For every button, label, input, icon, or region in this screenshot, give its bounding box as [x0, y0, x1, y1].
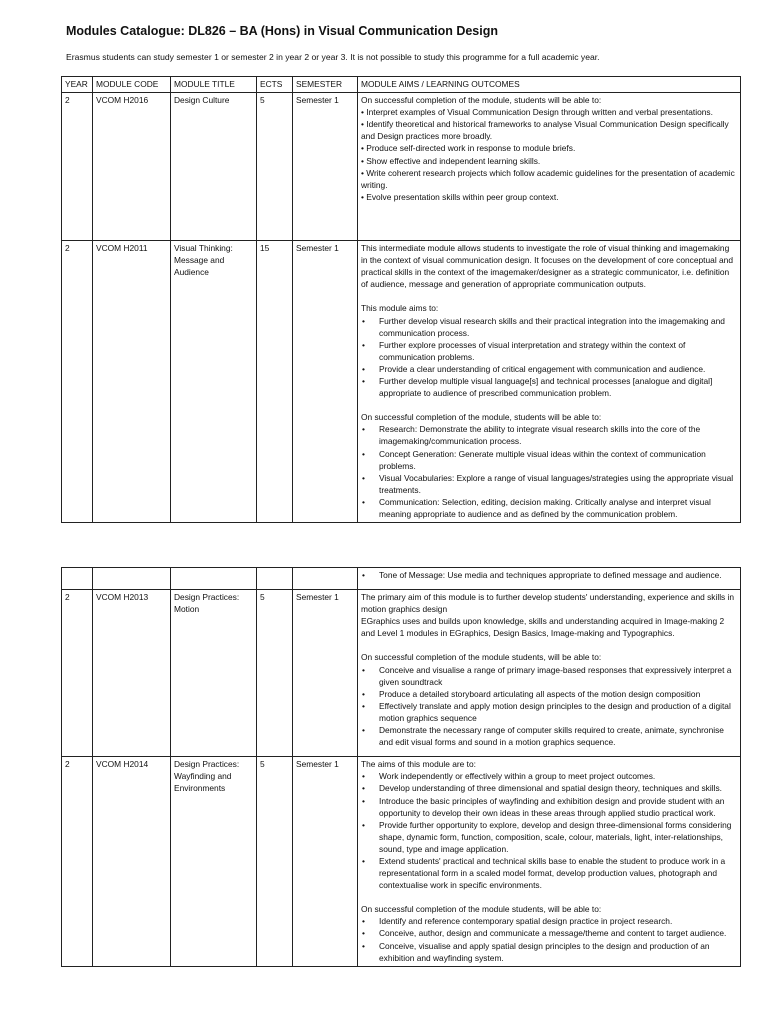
list-item: • Develop understanding of three dimensional and spatial design theory, techniques and skills.	[361, 782, 737, 794]
cell-year: 2	[62, 757, 93, 967]
cell-semester: Semester 1	[293, 590, 358, 757]
list-item: • Research: Demonstrate the ability to integrate visual research skills into the core of the imagemaking/communication process.	[361, 423, 737, 447]
outcome-line: • Produce self-directed work in response to module briefs.	[361, 143, 576, 154]
list-item: • Provide further opportunity to explore, develop and design three-dimensional forms considering shape, dynamic form, function, composition, scale, colour, materials, light, inter-relationships, sound, type and image application.	[361, 819, 737, 855]
cell-year: 2	[62, 241, 93, 523]
cell-ects: 5	[257, 757, 293, 967]
outcomes-intro: On successful completion of the module students, will be able to:	[361, 652, 602, 663]
module-description: This intermediate module allows students to investigate the role of visual thinking and imagemaking in the context of visual communication design. It focuses on the development of core conceptual and practical skills in the context of the imagemaker/designer as a strategic communicator, i.e. definition of audience, message and generation of appropriate communication outputs.	[361, 243, 733, 290]
list-item: • Work independently or effectively within a group to meet project outcomes.	[361, 770, 737, 782]
cell-year: 2	[62, 590, 93, 757]
cell-module-title: Design Practices: Wayfinding and Environments	[171, 757, 257, 967]
cell-aims-outcomes	[358, 93, 741, 241]
header-module-title: MODULE TITLE	[171, 77, 257, 93]
aims-intro: This module aims to:	[361, 303, 439, 314]
list-item: • Conceive, author, design and communicate a message/theme and content to target audience.	[361, 927, 737, 939]
cell-aims-outcomes	[358, 590, 741, 757]
list-item: • Demonstrate the necessary range of computer skills required to create, animate, synchronise and edit visual forms and sound in a motion graphics sequence.	[361, 724, 737, 748]
cell-module-code: VCOM H2013	[93, 590, 171, 757]
list-item: • Tone of Message: Use media and techniques appropriate to defined message and audience.	[361, 569, 737, 581]
header-aims-outcomes: MODULE AIMS / LEARNING OUTCOMES	[358, 77, 741, 93]
list-item: • Effectively translate and apply motion design principles to the design and production of a digital motion graphics sequence	[361, 700, 737, 724]
list-item: • Conceive and visualise a range of primary image-based responses that expressively interpret a given soundtrack	[361, 664, 737, 688]
outcomes-list	[361, 664, 737, 749]
list-item: • Produce a detailed storyboard articulating all aspects of the motion design composition	[361, 688, 737, 700]
outcome-line: • Identify theoretical and historical frameworks to analyse Visual Communication Design specifically and Design practices more broadly.	[361, 119, 729, 142]
cell-ects: 15	[257, 241, 293, 523]
document-subtitle: Erasmus students can study semester 1 or semester 2 in year 2 or year 3. It is not possible to study this programme for a full academic year.	[66, 52, 600, 62]
list-item: • Concept Generation: Generate multiple visual ideas within the context of communication problems.	[361, 448, 737, 472]
list-item: • Extend students' practical and technical skills base to enable the student to produce work in a representational form in a scaled model format, develop production values, photograph and contextualise work in specific environments.	[361, 855, 737, 891]
cell-aims-outcomes	[358, 241, 741, 523]
list-item: • Provide a clear understanding of critical engagement with communication and audience.	[361, 363, 737, 375]
cell-module-title: Design Culture	[171, 93, 257, 241]
aims-list	[361, 770, 737, 891]
list-item: • Further develop multiple visual language[s] and technical processes [analogue and digital] appropriate to audience of prescribed communication problem.	[361, 375, 737, 399]
cell-semester: Semester 1	[293, 757, 358, 967]
outcomes-list	[361, 569, 737, 581]
table-row-continuation	[62, 568, 741, 590]
modules-table-page-2	[61, 567, 741, 967]
list-item: • Introduce the basic principles of wayfinding and exhibition design and provide student with an opportunity to develop their own ideas in these areas through applied studio practical work.	[361, 795, 737, 819]
table-header-row	[62, 77, 741, 93]
cell-module-title: Design Practices: Motion	[171, 590, 257, 757]
cell-year: 2	[62, 93, 93, 241]
aims-intro: The aims of this module are to:	[361, 759, 476, 770]
header-year: YEAR	[62, 77, 93, 93]
header-ects: ECTS	[257, 77, 293, 93]
module-description: The primary aim of this module is to further develop students' understanding, experience and skills in motion graphics design	[361, 592, 735, 615]
table-row	[62, 93, 741, 241]
outcomes-list	[361, 423, 737, 520]
outcome-line: • Interpret examples of Visual Communication Design through written and verbal presentations.	[361, 107, 713, 118]
outcomes-intro: On successful completion of the module, students will be able to:	[361, 95, 602, 106]
cell-module-code: VCOM H2016	[93, 93, 171, 241]
outcome-line: • Show effective and independent learning skills.	[361, 155, 541, 166]
list-item: • Visual Vocabularies: Explore a range of visual languages/strategies using the appropriate visual treatments.	[361, 472, 737, 496]
cell-module-title: Visual Thinking: Message and Audience	[171, 241, 257, 523]
list-item: • Conceive, visualise and apply spatial design principles to the design and production of an exhibition and wayfinding system.	[361, 940, 737, 964]
cell-ects: 5	[257, 93, 293, 241]
header-module-code: MODULE CODE	[93, 77, 171, 93]
header-semester: SEMESTER	[293, 77, 358, 93]
modules-table-page-1	[61, 76, 741, 523]
outcome-line: • Write coherent research projects which follow academic guidelines for the presentation of academic writing.	[361, 167, 735, 190]
list-item: • Further develop visual research skills and their practical integration into the imagemaking and communication process.	[361, 315, 737, 339]
list-item: • Identify and reference contemporary spatial design practice in project research.	[361, 915, 737, 927]
cell-aims-outcomes	[358, 568, 741, 590]
table-row	[62, 590, 741, 757]
module-description-continued: EGraphics uses and builds upon knowledge, skills and understanding acquired in Image-making 2 and Level 1 modules in EGraphics, Design Basics, Image-making and Typographics.	[361, 616, 725, 639]
aims-list	[361, 315, 737, 400]
table-row	[62, 241, 741, 523]
outcomes-intro: On successful completion of the module students, will be able to:	[361, 904, 602, 915]
cell-aims-outcomes	[358, 757, 741, 967]
outcomes-list	[361, 915, 737, 963]
outcome-line: • Evolve presentation skills within peer group context.	[361, 191, 559, 202]
outcomes-intro: On successful completion of the module, students will be able to:	[361, 412, 602, 423]
cell-module-code: VCOM H2014	[93, 757, 171, 967]
cell-semester: Semester 1	[293, 93, 358, 241]
cell-ects: 5	[257, 590, 293, 757]
cell-semester: Semester 1	[293, 241, 358, 523]
table-row	[62, 757, 741, 967]
list-item: • Further explore processes of visual interpretation and strategy within the context of communication problems.	[361, 339, 737, 363]
cell-module-code: VCOM H2011	[93, 241, 171, 523]
document-title: Modules Catalogue: DL826 – BA (Hons) in Visual Communication Design	[66, 24, 499, 38]
list-item: • Communication: Selection, editing, decision making. Critically analyse and interpret visual meaning appropriate to audience and as defined by the communication problem.	[361, 496, 737, 520]
